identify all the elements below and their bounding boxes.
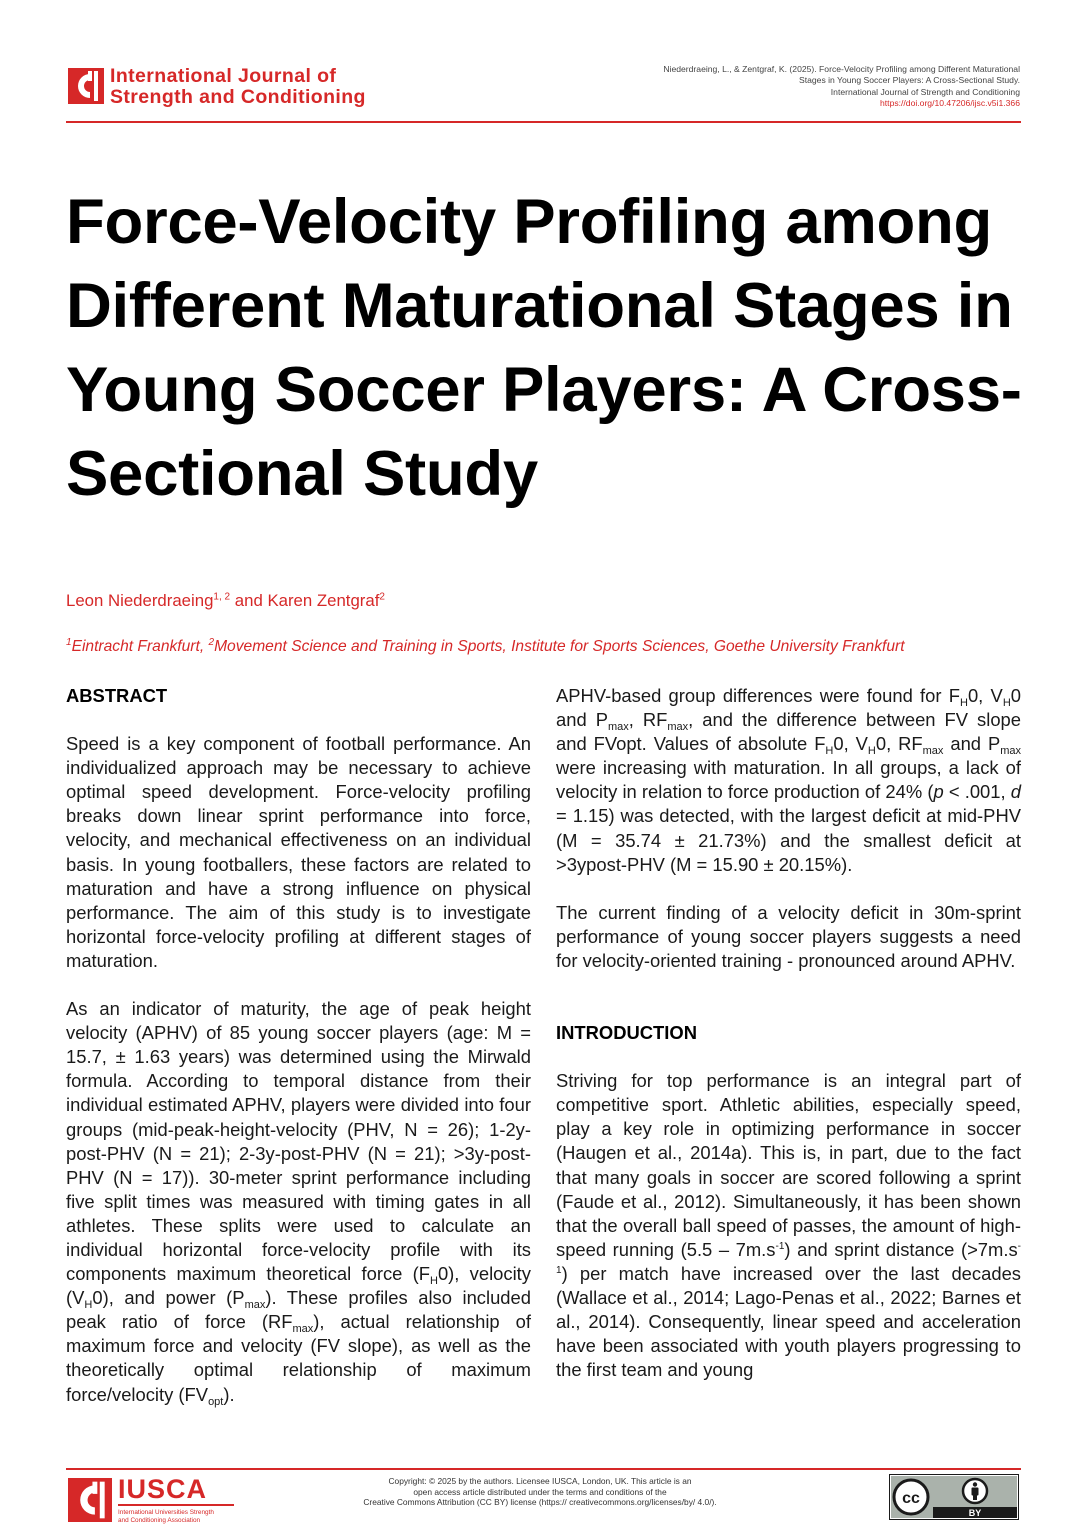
text-run: 0 and P: [556, 685, 1021, 731]
journal-name-line2: Strength and Conditioning: [110, 86, 366, 108]
introduction-paragraph-1: [556, 1069, 1021, 1382]
subscript: H: [960, 697, 968, 709]
left-column: [66, 684, 531, 1407]
superscript: -1: [775, 1240, 785, 1252]
text-run: = 1.15) was detected, with the largest deficit at mid-PHV (M = 35.74 ± 21.73%) and the smallest deficit at >3ypost-PHV (M = 15.90 ± 20.15%).: [556, 805, 1021, 875]
iusca-full-name-line1: International Universities Strength: [118, 1509, 214, 1516]
subscript: H: [84, 1299, 93, 1312]
paper-title: Force-Velocity Profiling among Different Maturational Stages in Young Soccer Players: A Cross-Sectional Study: [66, 187, 1022, 509]
citation-line1: Niederdraeing, L., & Zentgraf, K. (2025). Force-Velocity Profiling among Different Maturational: [663, 64, 1020, 74]
affiliation-2: Movement Science and Training in Sports, Institute for Sports Sciences, Goethe University Frankfurt: [214, 638, 905, 656]
cc-label: cc: [902, 1490, 920, 1507]
citation-line3: International Journal of Strength and Conditioning: [830, 86, 1020, 97]
superscript: -1: [556, 1240, 1022, 1276]
by-label: BY: [968, 1508, 982, 1518]
text-run: ). These profiles also included peak ratio of force (RF: [66, 1287, 531, 1333]
text-run: ).: [223, 1383, 235, 1405]
subscript: opt: [208, 1395, 224, 1408]
footer-divider: [66, 1468, 1021, 1470]
abstract-paragraph-4: The current finding of a velocity deficit in 30m-sprint performance of young soccer players suggests a need for velocity-oriented training - pronounced around APHV.: [556, 901, 1021, 971]
header-divider: [66, 121, 1021, 123]
text-run: , RF: [628, 709, 668, 731]
journal-name-line1: International Journal of: [110, 65, 337, 87]
text-run: and P: [943, 733, 1001, 755]
subscript: max: [922, 745, 944, 758]
copyright-notice: [330, 1476, 750, 1508]
text-run: , and the difference between FV slope and FVopt. Values of absolute F: [556, 709, 1022, 755]
author-2: Karen Zentgraf: [267, 591, 380, 610]
affiliations: [66, 634, 1016, 656]
abstract-heading: ABSTRACT: [66, 685, 168, 706]
citation-line2: Stages in Young Soccer Players: A Cross-Sectional Study.: [798, 75, 1020, 86]
cc-by-license-icon[interactable]: [889, 1474, 1019, 1520]
copyright-line2: open access article distributed under the terms and conditions of the: [413, 1486, 667, 1497]
author-list: [66, 591, 385, 611]
introduction-heading: INTRODUCTION: [556, 1022, 697, 1044]
affiliation-1-mark: 1: [66, 637, 72, 648]
author-2-affiliation-mark: 2: [379, 591, 385, 603]
text-run: 0, V: [967, 685, 1003, 706]
journal-logo-icon: [68, 68, 104, 104]
italic-symbol: p: [933, 781, 944, 803]
iusca-full-name: [118, 1509, 248, 1525]
journal-name: [110, 66, 366, 108]
text-run: 0, V: [833, 733, 868, 755]
doi-link[interactable]: https://doi.org/10.47206/ijsc.v5i1.366: [880, 98, 1020, 109]
text-run: < .001,: [943, 781, 1011, 803]
affiliation-2-mark: 2: [208, 637, 215, 648]
iusca-logo-icon: [68, 1478, 112, 1522]
citation-block: [600, 64, 1020, 110]
subscript: H: [1002, 697, 1011, 709]
text-run: APHV-based group differences were found for F: [556, 685, 960, 706]
copyright-line3[interactable]: Creative Commons Attribution (CC BY) license (https:// creativecommons.org/licenses/by/ 4.0/).: [363, 1497, 717, 1507]
text-run: were increasing with maturation. In all groups, a lack of velocity in relation to force production of 24% (: [556, 757, 1021, 803]
text-run: ), actual relationship of maximum force and velocity (FV slope), as well as the theoretically optimal relationship of maximum force/velocity (FV: [66, 1311, 531, 1405]
text-run: As an indicator of maturity, the age of peak height velocity (APHV) of 85 young soccer players (age: M = 15.7, ± 1.63 years) was determined using the Mirwald formula. According to temporal distance from their individual estimated APHV, players were divided into four groups (mid-peak-height-velocity (PHV, N = 26); 1-2y-post-PHV (N = 21); 2-3y-post-PHV (N = 21); >3y-post-PHV (N = 17)). 30-meter sprint performance including five split times was measured with timing gates in all athletes. These splits were used to calculate an individual horizontal force-velocity profile with its components maximum theoretical force (F: [66, 998, 531, 1285]
author-1-affiliation-mark: 1, 2: [213, 591, 231, 603]
italic-symbol: d: [1010, 781, 1021, 803]
subscript: max: [1000, 745, 1021, 758]
iusca-full-name-line2: and Conditioning Association: [118, 1517, 201, 1524]
right-column: [556, 684, 1021, 1382]
text-run: 0), and power (P: [92, 1287, 245, 1309]
subscript: max: [244, 1299, 266, 1312]
text-run: 0, RF: [875, 733, 923, 755]
subscript: H: [430, 1275, 438, 1288]
text-run: 0), velocity (V: [66, 1263, 531, 1309]
iusca-wordmark: IUSCA: [118, 1474, 208, 1504]
iusca-underline: [118, 1504, 234, 1506]
text-run: ) and sprint distance (>7m.s: [784, 1238, 1018, 1260]
copyright-line1: Copyright: © 2025 by the authors. Licensee IUSCA, London, UK. This article is an: [388, 1476, 692, 1486]
subscript: max: [292, 1323, 314, 1336]
affiliation-1: Eintracht Frankfurt,: [71, 638, 209, 656]
subscript: max: [607, 721, 629, 734]
subscript: max: [667, 721, 689, 734]
text-run: Striving for top performance is an integral part of competitive sport. Athletic abilities, especially speed, play a key role in optimizing performance in soccer (Haugen et al., 2014a). This is, in part, due to the fact that many goals in soccer are scored following a sprint (Faude et al., 2012). Simultaneously, it has been shown that the overall ball speed of passes, the amount of high-speed running (5.5 – 7m.s: [556, 1070, 1021, 1260]
author-1: Leon Niederdraeing: [66, 591, 214, 610]
subscript: H: [867, 745, 876, 758]
subscript: H: [825, 745, 834, 758]
abstract-paragraph-2: [66, 997, 531, 1407]
abstract-paragraph-3: [556, 684, 1021, 877]
abstract-paragraph-1: Speed is a key component of football performance. An individualized approach may be necessary to achieve optimal speed development. Force-velocity profiling breaks down linear sprint performance into force, velocity, and mechanical effectiveness on an individual basis. In young footballers, these factors are related to maturation and have a strong influence on physical performance. The aim of this study is to investigate horizontal force-velocity profiling at different stages of maturation.: [66, 733, 531, 971]
text-run: ) per match have increased over the last decades (Wallace et al., 2014; Lago-Penas et al., 2022; Barnes et al., 2014). Consequently, linear speed and acceleration have been associated with youth players progressing to the first team and young: [556, 1262, 1021, 1381]
authors-conjunction: and: [230, 591, 268, 610]
